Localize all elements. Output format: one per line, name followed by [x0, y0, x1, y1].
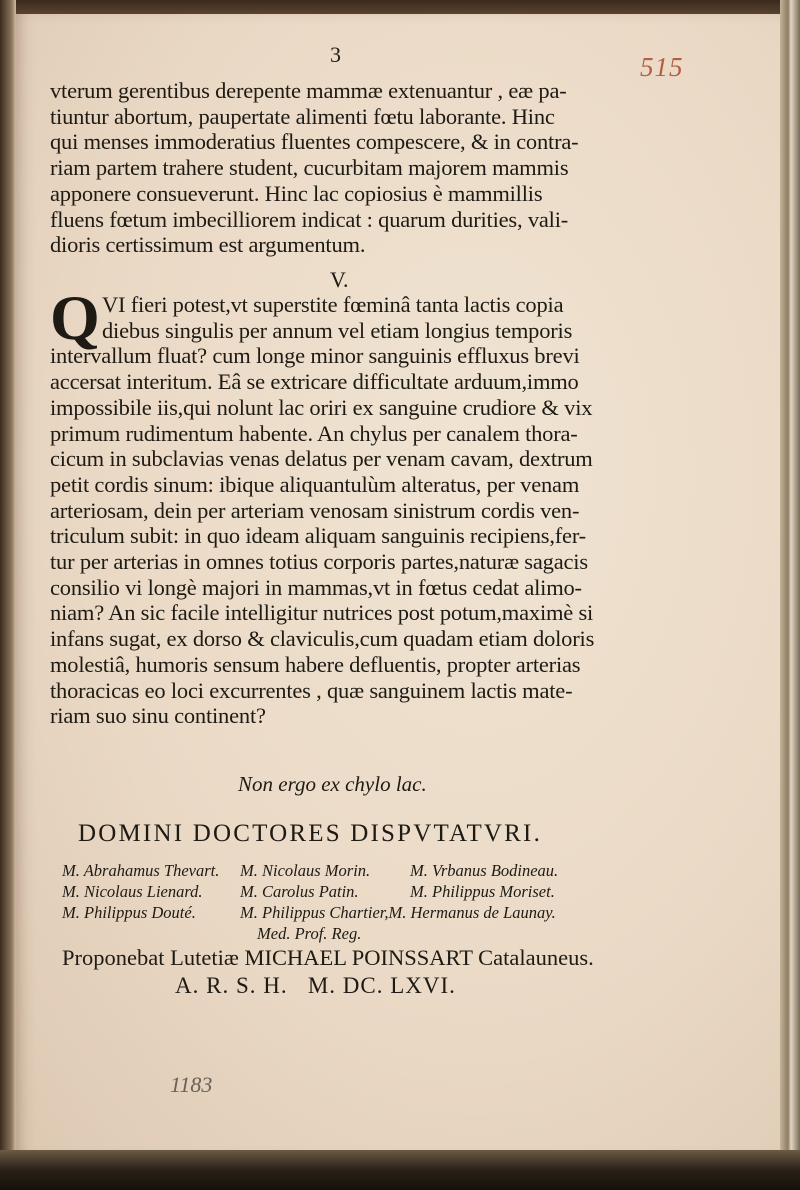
- section-paragraph: [50, 292, 610, 729]
- doctors-row: [62, 881, 558, 902]
- doctors-list: [62, 860, 558, 944]
- text-line: apponere consueverunt. Hinc lac copiosius è mammillis: [50, 180, 543, 206]
- book-bottom-edge: [0, 1150, 800, 1190]
- doctor-name: M. Philippus Moriset.: [410, 882, 555, 901]
- text-line: niam? An sic facile intelligitur nutrices post potum,maximè si: [50, 600, 594, 626]
- paragraph-continuation: [50, 78, 610, 258]
- doctor-name: M. Abrahamus Thevart.: [62, 861, 220, 880]
- text-line: diebus singulis per annum vel etiam longius temporis: [102, 317, 573, 343]
- section-numeral: V.: [330, 267, 349, 292]
- text-line: riam suo sinu continent?: [50, 703, 266, 729]
- pencil-note: 1183: [170, 1072, 213, 1097]
- doctors-heading: DOMINI DOCTORES DISPVTATVRI.: [78, 820, 543, 847]
- text-line: petit cordis sinum: ibique aliquantulùm alteratus, per venam: [50, 471, 580, 497]
- handwritten-folio-number: 515: [640, 52, 684, 82]
- text-line: consilio vi longè majori in mammas,vt in fœtus cedat alimo-: [50, 574, 582, 600]
- proponent-line: Proponebat Lutetiæ MICHAEL POINSSART Catalauneus.: [62, 945, 594, 970]
- text-line: riam partem trahere student, cucurbitam majorem mammis: [50, 155, 569, 181]
- text-line: dioris certissimum est argumentum.: [50, 232, 366, 258]
- doctor-name: M. Philippus Chartier,M. Hermanus de Launay.: [240, 903, 556, 922]
- page-number: 3: [330, 42, 341, 67]
- doctors-row: [62, 902, 558, 923]
- text-line: molestiâ, humoris sensum habere defluentis, propter arterias: [50, 651, 581, 677]
- text-line: vterum gerentibus derepente mammæ extenuantur , eæ pa-: [50, 78, 567, 103]
- text-line: intervallum fluat? cum longe minor sanguinis effluxus brevi: [50, 343, 580, 369]
- doctor-name: M. Carolus Patin.: [240, 882, 359, 901]
- date-line: A. R. S. H. M. DC. LXVI.: [175, 973, 456, 998]
- conclusion-line: Non ergo ex chylo lac.: [238, 772, 427, 796]
- doctor-name: M. Nicolaus Morin.: [240, 861, 371, 880]
- book-right-edge: [780, 0, 800, 1190]
- doctor-name: M. Philippus Douté.: [62, 903, 196, 922]
- text-line: VI fieri potest,vt superstite fœminâ tanta lactis copia: [102, 292, 564, 317]
- professor-title: Med. Prof. Reg.: [257, 924, 362, 943]
- text-line: impossibile iis,qui nolunt lac oriri ex sanguine crudiore & vix: [50, 394, 593, 420]
- doctor-name: M. Nicolaus Lienard.: [62, 882, 203, 901]
- text-line: arteriosam, dein per arteriam venosam sinistrum cordis ven-: [50, 497, 580, 523]
- text-line: infans sugat, ex dorso & claviculis,cum quadam etiam doloris: [50, 626, 595, 652]
- text-line: tiuntur abortum, paupertate alimenti fœtu laborante. Hinc: [50, 103, 555, 129]
- text-line: accersat interitum. Eâ se extricare difficultate arduum,immo: [50, 369, 579, 395]
- text-line: primum rudimentum habente. An chylus per canalem thora-: [50, 420, 578, 446]
- doctors-row: [62, 860, 558, 881]
- doctor-name: M. Vrbanus Bodineau.: [410, 861, 559, 880]
- text-line: fluens fœtum imbecilliorem indicat : quarum durities, vali-: [50, 206, 569, 232]
- text-line: cicum in subclavias venas delatus per venam cavam, dextrum: [50, 446, 593, 472]
- text-line: qui menses immoderatius fluentes compescere, & in contra-: [50, 129, 579, 155]
- book-binding-edge: [0, 0, 16, 1150]
- text-line: thoracicas eo loci excurrentes , quæ sanguinem lactis mate-: [50, 677, 573, 703]
- drop-cap: Q: [50, 282, 100, 353]
- text-line: triculum subit: in quo ideam aliquam sanguinis recipiens,fer-: [50, 523, 586, 549]
- text-line: tur per arterias in omnes totius corporis partes,naturæ sagacis: [50, 549, 588, 575]
